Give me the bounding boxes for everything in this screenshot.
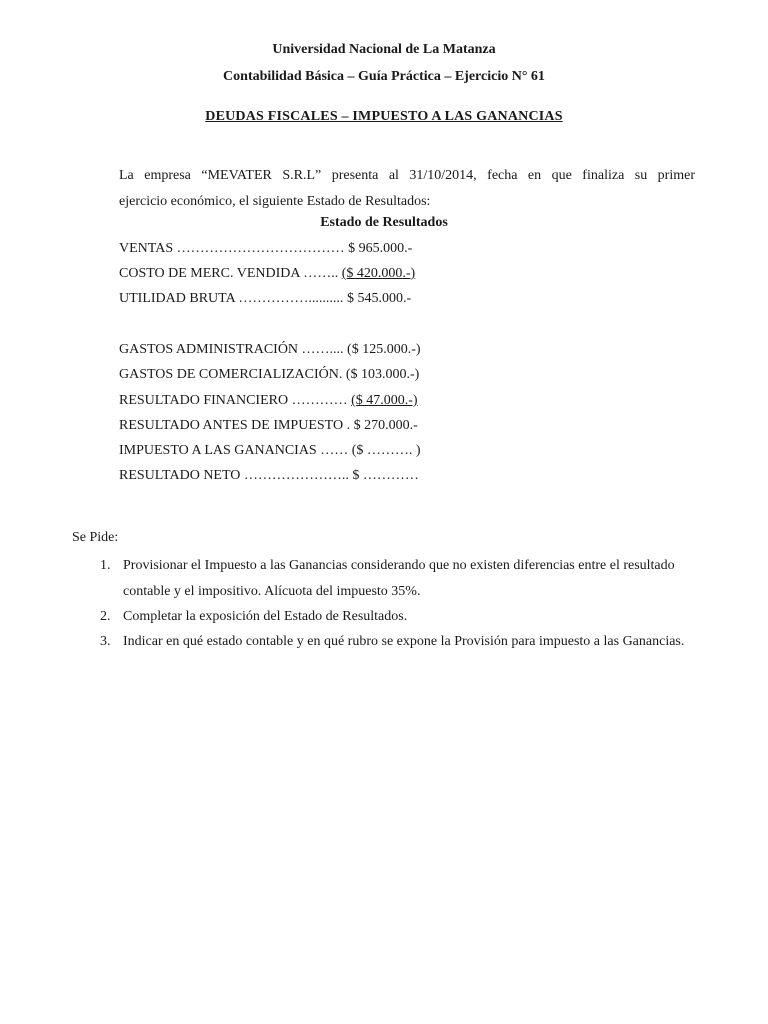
intro-line-1: La empresa “MEVATER S.R.L” presenta al 31/10/2014, fecha en que finaliza su primer xyxy=(119,168,695,183)
row-value: ($ 47.000.-) xyxy=(351,393,418,408)
row-value: ($ 125.000.-) xyxy=(347,342,421,357)
university-heading: Universidad Nacional de La Matanza xyxy=(272,42,496,57)
statement-row-res-financiero xyxy=(119,393,418,409)
statement-row-ventas xyxy=(119,241,412,257)
statement-title: Estado de Resultados xyxy=(320,215,448,230)
row-label: COSTO DE MERC. VENDIDA …….. xyxy=(119,266,342,281)
row-label: RESULTADO NETO ………………….. xyxy=(119,468,353,483)
intro-line-2: ejercicio económico, el siguiente Estado de Resultados: xyxy=(119,194,431,209)
row-value: $ 545.000.- xyxy=(346,291,412,306)
row-value: ($ 103.000.-) xyxy=(345,367,420,382)
task-number: 1. xyxy=(100,558,111,573)
statement-row-utilidad-bruta xyxy=(119,291,411,307)
row-value: ($ ………. ) xyxy=(351,443,421,458)
tasks-heading: Se Pide: xyxy=(72,530,119,545)
task-number: 3. xyxy=(100,634,111,649)
task-number: 2. xyxy=(100,609,111,624)
row-label: GASTOS DE COMERCIALIZACIÓN. xyxy=(119,367,346,382)
topic-heading: DEUDAS FISCALES – IMPUESTO A LAS GANANCIAS xyxy=(205,109,563,124)
row-value: $ ………… xyxy=(352,468,419,483)
row-label: IMPUESTO A LAS GANANCIAS …… xyxy=(119,443,352,458)
row-label: RESULTADO ANTES DE IMPUESTO . xyxy=(119,418,354,433)
task-text: Indicar en qué estado contable y en qué rubro se expone la Provisión para impuesto a las Ganancias. xyxy=(123,634,685,649)
statement-row-costo xyxy=(119,266,415,282)
row-label: RESULTADO FINANCIERO ………… xyxy=(119,393,352,408)
row-label: VENTAS ……………………………… xyxy=(119,241,349,256)
row-label: GASTOS ADMINISTRACIÓN …….... xyxy=(119,342,348,357)
course-heading: Contabilidad Básica – Guía Práctica – Ejercicio N° 61 xyxy=(223,69,545,84)
statement-row-gastos-com xyxy=(119,367,419,383)
task-text: Completar la exposición del Estado de Resultados. xyxy=(123,609,408,624)
statement-row-impuesto xyxy=(119,443,421,459)
statement-row-res-antes-imp xyxy=(119,418,418,434)
statement-row-res-neto xyxy=(119,468,419,484)
row-label: UTILIDAD BRUTA …………….......... xyxy=(119,291,347,306)
row-value: $ 965.000.- xyxy=(348,241,413,256)
task-text: Provisionar el Impuesto a las Ganancias considerando que no existen diferencias entre el resultado contable y el impositivo. Alícuota del impuesto 35%. xyxy=(123,558,675,599)
row-value: ($ 420.000.-) xyxy=(341,266,416,281)
row-value: $ 270.000.- xyxy=(353,418,418,433)
intro-paragraph xyxy=(119,163,695,215)
statement-row-gastos-adm xyxy=(119,342,421,358)
